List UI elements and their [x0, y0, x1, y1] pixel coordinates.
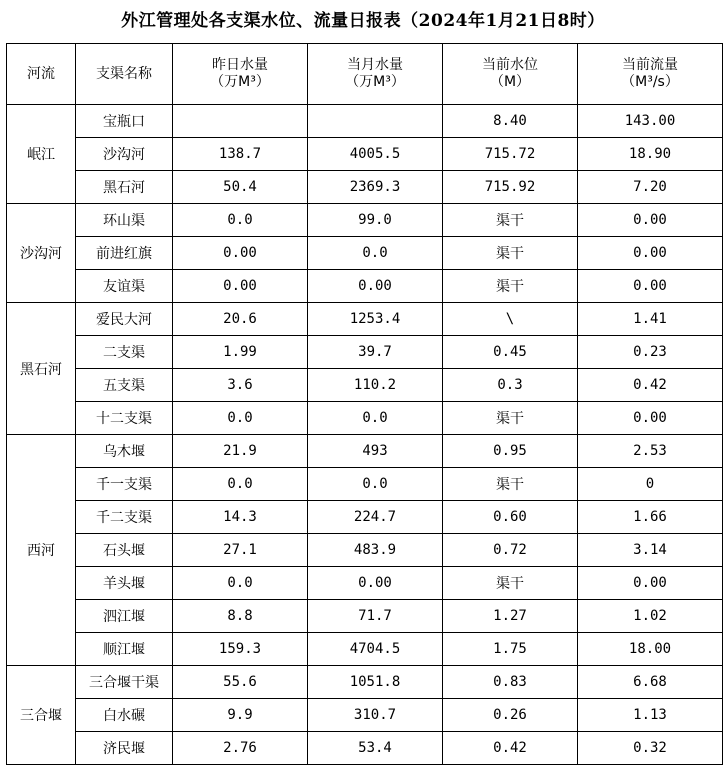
- month-volume-cell: [308, 105, 443, 138]
- flow-rate-cell: 7.20: [578, 171, 723, 204]
- table-row: [7, 600, 723, 633]
- header-current-flow: [578, 44, 723, 105]
- header-yesterday-unit: （万M³）: [210, 74, 270, 90]
- water-level-cell: 1.75: [443, 633, 578, 666]
- water-level-cell: 0.60: [443, 501, 578, 534]
- yesterday-volume-cell: 1.99: [173, 336, 308, 369]
- canal-name-cell: 白水碾: [76, 699, 173, 732]
- canal-name-cell: 爱民大河: [76, 303, 173, 336]
- table-row: [7, 270, 723, 303]
- river-cell: 西河: [7, 435, 76, 666]
- flow-rate-cell: 18.90: [578, 138, 723, 171]
- canal-name-cell: 石头堰: [76, 534, 173, 567]
- header-month-unit: （万M³）: [345, 74, 405, 90]
- month-volume-cell: 1051.8: [308, 666, 443, 699]
- table-row: [7, 435, 723, 468]
- header-yesterday-volume: [173, 44, 308, 105]
- header-level-unit: （M）: [489, 74, 531, 90]
- flow-rate-cell: 0.00: [578, 270, 723, 303]
- flow-rate-cell: 0.42: [578, 369, 723, 402]
- river-cell: 岷江: [7, 105, 76, 204]
- yesterday-volume-cell: 9.9: [173, 699, 308, 732]
- month-volume-cell: 310.7: [308, 699, 443, 732]
- table-row: [7, 567, 723, 600]
- canal-name-cell: 友谊渠: [76, 270, 173, 303]
- yesterday-volume-cell: 3.6: [173, 369, 308, 402]
- header-yesterday-label: 昨日水量: [212, 57, 268, 73]
- table-row: [7, 732, 723, 765]
- month-volume-cell: 0.00: [308, 567, 443, 600]
- river-cell: 沙沟河: [7, 204, 76, 303]
- water-level-cell: 0.3: [443, 369, 578, 402]
- month-volume-cell: 99.0: [308, 204, 443, 237]
- yesterday-volume-cell: 14.3: [173, 501, 308, 534]
- water-level-cell: \: [443, 303, 578, 336]
- yesterday-volume-cell: 159.3: [173, 633, 308, 666]
- header-current-level: [443, 44, 578, 105]
- yesterday-volume-cell: 0.0: [173, 567, 308, 600]
- flow-rate-cell: 0.00: [578, 402, 723, 435]
- water-level-cell: 0.72: [443, 534, 578, 567]
- yesterday-volume-cell: 0.0: [173, 204, 308, 237]
- header-month-label: 当月水量: [347, 57, 403, 73]
- yesterday-volume-cell: 50.4: [173, 171, 308, 204]
- month-volume-cell: 110.2: [308, 369, 443, 402]
- canal-name-cell: 泗江堰: [76, 600, 173, 633]
- table-row: [7, 303, 723, 336]
- water-level-cell: 渠干: [443, 567, 578, 600]
- month-volume-cell: 71.7: [308, 600, 443, 633]
- flow-rate-cell: 2.53: [578, 435, 723, 468]
- flow-rate-cell: 1.66: [578, 501, 723, 534]
- flow-rate-cell: 18.00: [578, 633, 723, 666]
- table-row: [7, 336, 723, 369]
- month-volume-cell: 0.0: [308, 402, 443, 435]
- table-row: [7, 699, 723, 732]
- water-level-cell: 0.83: [443, 666, 578, 699]
- month-volume-cell: 224.7: [308, 501, 443, 534]
- water-level-cell: 0.42: [443, 732, 578, 765]
- flow-rate-cell: 0.23: [578, 336, 723, 369]
- table-row: [7, 237, 723, 270]
- canal-name-cell: 济民堰: [76, 732, 173, 765]
- water-level-cell: 渠干: [443, 402, 578, 435]
- month-volume-cell: 53.4: [308, 732, 443, 765]
- header-level-label: 当前水位: [482, 57, 538, 73]
- header-row: [7, 44, 723, 105]
- flow-rate-cell: 0.32: [578, 732, 723, 765]
- flow-rate-cell: 3.14: [578, 534, 723, 567]
- canal-name-cell: 五支渠: [76, 369, 173, 402]
- table-row: [7, 138, 723, 171]
- canal-name-cell: 二支渠: [76, 336, 173, 369]
- yesterday-volume-cell: 21.9: [173, 435, 308, 468]
- water-level-cell: 0.26: [443, 699, 578, 732]
- table-row: [7, 171, 723, 204]
- canal-name-cell: 羊头堰: [76, 567, 173, 600]
- yesterday-volume-cell: 0.0: [173, 468, 308, 501]
- water-level-cell: 715.72: [443, 138, 578, 171]
- water-level-cell: 渠干: [443, 204, 578, 237]
- yesterday-volume-cell: 2.76: [173, 732, 308, 765]
- flow-rate-cell: 0.00: [578, 204, 723, 237]
- yesterday-volume-cell: [173, 105, 308, 138]
- month-volume-cell: 4704.5: [308, 633, 443, 666]
- flow-rate-cell: 1.02: [578, 600, 723, 633]
- header-month-volume: [308, 44, 443, 105]
- canal-name-cell: 宝瓶口: [76, 105, 173, 138]
- month-volume-cell: 0.0: [308, 237, 443, 270]
- canal-name-cell: 千二支渠: [76, 501, 173, 534]
- water-level-cell: 8.40: [443, 105, 578, 138]
- table-row: [7, 633, 723, 666]
- river-cell: 黑石河: [7, 303, 76, 435]
- yesterday-volume-cell: 27.1: [173, 534, 308, 567]
- water-level-cell: 渠干: [443, 270, 578, 303]
- water-level-cell: 0.95: [443, 435, 578, 468]
- table-row: [7, 369, 723, 402]
- header-river: 河流: [7, 44, 76, 105]
- canal-name-cell: 沙沟河: [76, 138, 173, 171]
- yesterday-volume-cell: 0.00: [173, 270, 308, 303]
- report-title: 外江管理处各支渠水位、流量日报表（2024年1月21日8时）: [121, 11, 605, 31]
- header-canal-name: 支渠名称: [76, 44, 173, 105]
- header-flow-unit: （M³/s）: [621, 74, 679, 90]
- flow-rate-cell: 6.68: [578, 666, 723, 699]
- month-volume-cell: 4005.5: [308, 138, 443, 171]
- yesterday-volume-cell: 138.7: [173, 138, 308, 171]
- canal-name-cell: 十二支渠: [76, 402, 173, 435]
- flow-rate-cell: 1.41: [578, 303, 723, 336]
- canal-name-cell: 前进红旗: [76, 237, 173, 270]
- canal-name-cell: 千一支渠: [76, 468, 173, 501]
- flow-rate-cell: 1.13: [578, 699, 723, 732]
- table-row: [7, 105, 723, 138]
- report-table: [6, 43, 723, 765]
- table-row: [7, 501, 723, 534]
- table-row: [7, 402, 723, 435]
- flow-rate-cell: 0.00: [578, 567, 723, 600]
- water-level-cell: 715.92: [443, 171, 578, 204]
- water-level-cell: 0.45: [443, 336, 578, 369]
- month-volume-cell: 493: [308, 435, 443, 468]
- table-row: [7, 666, 723, 699]
- canal-name-cell: 顺江堰: [76, 633, 173, 666]
- river-cell: 三合堰: [7, 666, 76, 765]
- header-flow-label: 当前流量: [622, 57, 678, 73]
- table-row: [7, 534, 723, 567]
- water-level-cell: 渠干: [443, 468, 578, 501]
- canal-name-cell: 乌木堰: [76, 435, 173, 468]
- yesterday-volume-cell: 0.0: [173, 402, 308, 435]
- yesterday-volume-cell: 8.8: [173, 600, 308, 633]
- yesterday-volume-cell: 55.6: [173, 666, 308, 699]
- month-volume-cell: 483.9: [308, 534, 443, 567]
- table-row: [7, 468, 723, 501]
- month-volume-cell: 0.0: [308, 468, 443, 501]
- table-row: [7, 204, 723, 237]
- month-volume-cell: 2369.3: [308, 171, 443, 204]
- month-volume-cell: 39.7: [308, 336, 443, 369]
- canal-name-cell: 黑石河: [76, 171, 173, 204]
- canal-name-cell: 环山渠: [76, 204, 173, 237]
- month-volume-cell: 0.00: [308, 270, 443, 303]
- flow-rate-cell: 0: [578, 468, 723, 501]
- flow-rate-cell: 0.00: [578, 237, 723, 270]
- flow-rate-cell: 143.00: [578, 105, 723, 138]
- month-volume-cell: 1253.4: [308, 303, 443, 336]
- yesterday-volume-cell: 0.00: [173, 237, 308, 270]
- water-level-cell: 1.27: [443, 600, 578, 633]
- water-level-cell: 渠干: [443, 237, 578, 270]
- yesterday-volume-cell: 20.6: [173, 303, 308, 336]
- canal-name-cell: 三合堰干渠: [76, 666, 173, 699]
